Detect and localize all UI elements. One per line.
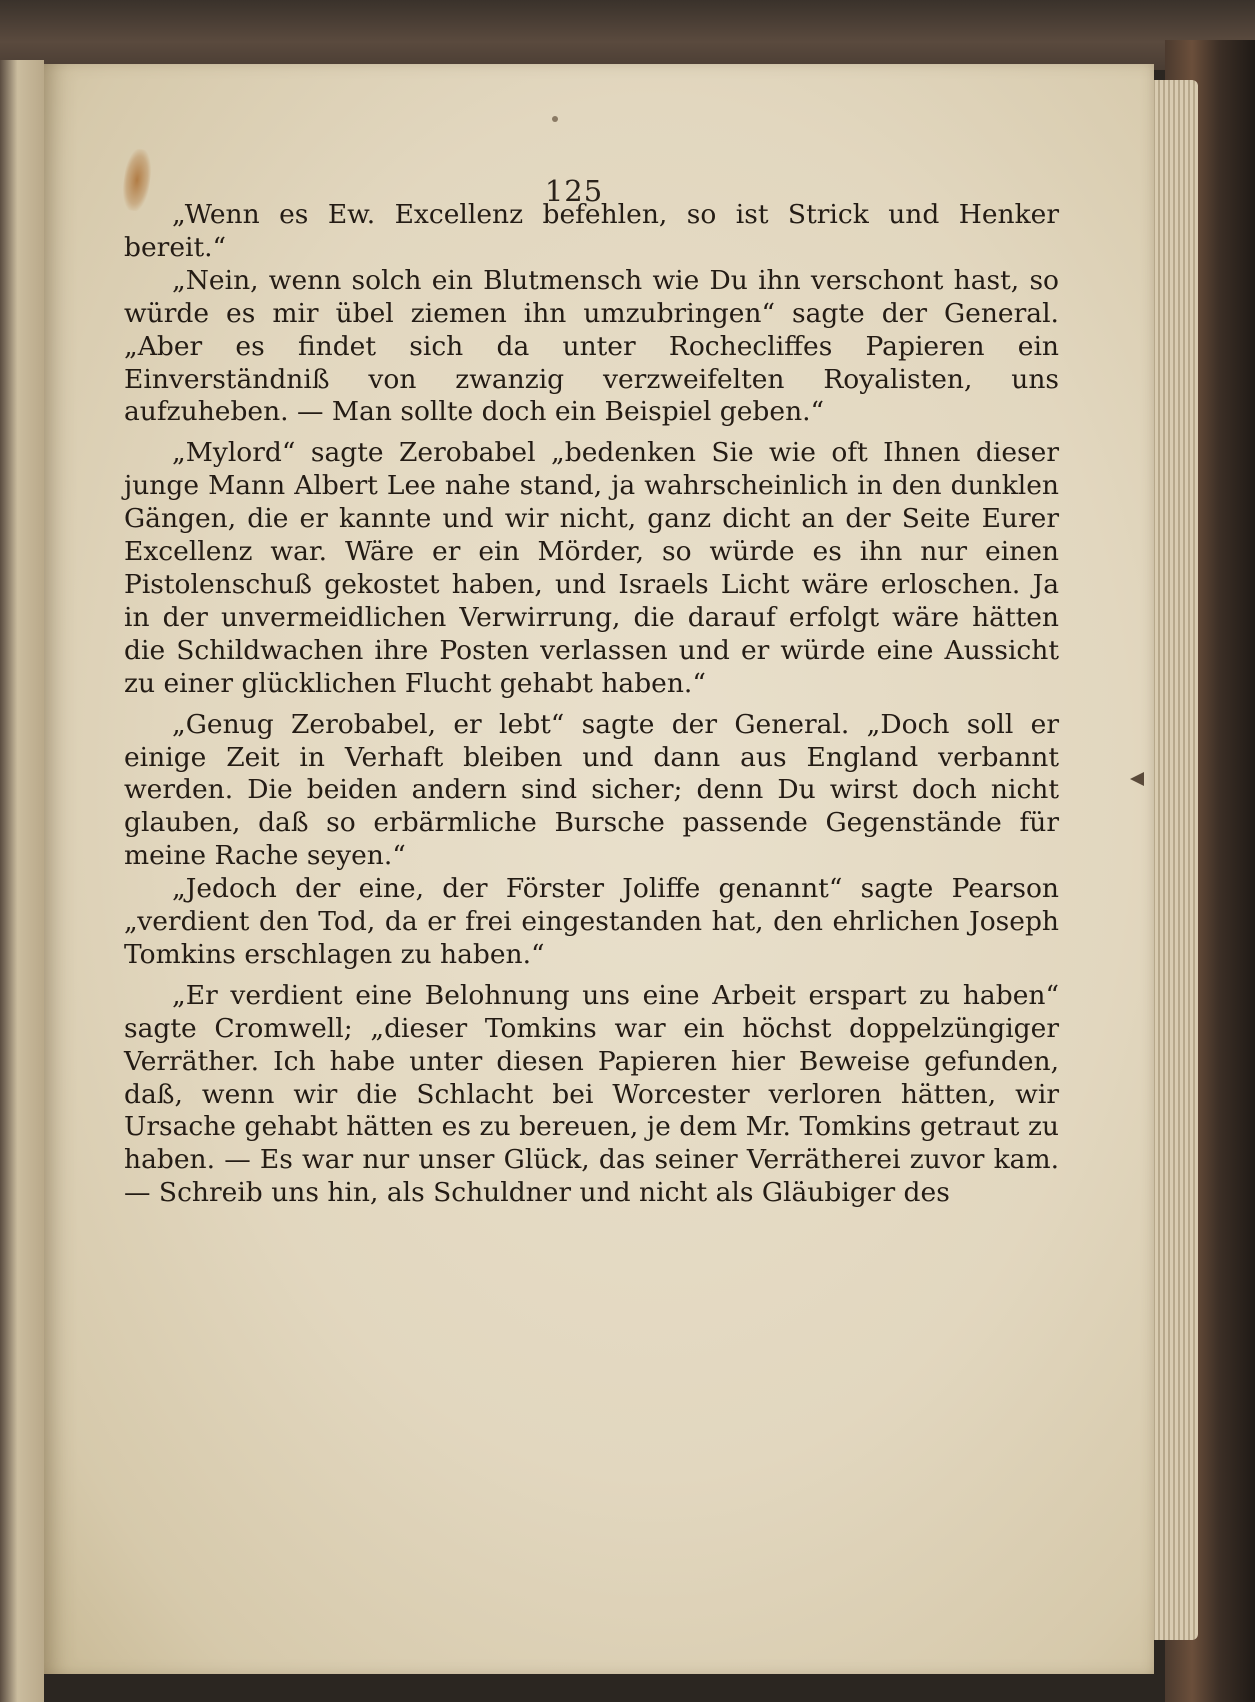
book-page bbox=[44, 64, 1154, 1674]
body-text bbox=[124, 199, 1059, 1210]
ink-dot bbox=[552, 116, 558, 122]
paragraph: „Er verdient eine Belohnung uns eine Arbeit erspart zu haben“ sagte Cromwell; „dieser Tomkins war ein höchst doppelzüngiger Verräther. Ich habe unter diesen Papieren hier Beweise gefunden, daß, wenn wir die Schlacht bei Worcester verloren hätten, wir Ursache gehabt hätten es zu bereuen, je dem Mr. Tomkins getraut zu haben. — Es war nur unser Glück, das seiner Verrätherei zuvor kam. — Schreib uns hin, als Schuldner und nicht als Gläubiger des bbox=[124, 979, 1059, 1209]
book-board-top bbox=[0, 0, 1255, 70]
paragraph: „Genug Zerobabel, er lebt“ sagte der General. „Doch soll er einige Zeit in Verhaft bleiben und dann aus England verbannt werden. Die beiden andern sind sicher; denn Du wirst doch nicht glauben, daß so erbärmliche Bursche passende Gegenstände für meine Rache seyen.“ bbox=[124, 708, 1059, 872]
paragraph: „Wenn es Ew. Excellenz befehlen, so ist Strick und Henker bereit.“ bbox=[124, 199, 1059, 263]
paragraph: „Jedoch der eine, der Förster Joliffe genannt“ sagte Pearson „verdient den Tod, da er frei eingestanden hat, den ehrlichen Joseph Tomkins erschlagen zu haben.“ bbox=[124, 873, 1059, 970]
page-number: 125 bbox=[544, 174, 604, 208]
paragraph: „Mylord“ sagte Zerobabel „bedenken Sie wie oft Ihnen dieser junge Mann Albert Lee nahe stand, ja wahrscheinlich in den dunklen Gängen, die er kannte und wir nicht, ganz dicht an der Seite Eurer Excellenz war. Wäre er ein Mörder, so würde es ihn nur einen Pistolenschuß gekostet haben, und Israels Licht wäre erloschen. Ja in der unvermeidlichen Verwirrung, die darauf erfolgt wäre hätten die Schildwachen ihre Posten verlassen und er würde eine Aussicht zu einer glücklichen Flucht gehabt haben.“ bbox=[124, 437, 1059, 699]
margin-arrow-icon bbox=[1130, 772, 1144, 786]
book-spine bbox=[0, 60, 44, 1702]
paragraph: „Nein, wenn solch ein Blutmensch wie Du ihn verschont hast, so würde es mir übel ziemen ihn umzubringen“ sagte der General. „Aber es findet sich da unter Rochecliffes Papieren ein Einverständniß von zwanzig verzweifelten Royalisten, uns aufzuheben. — Man sollte doch ein Beispiel geben.“ bbox=[124, 264, 1059, 428]
